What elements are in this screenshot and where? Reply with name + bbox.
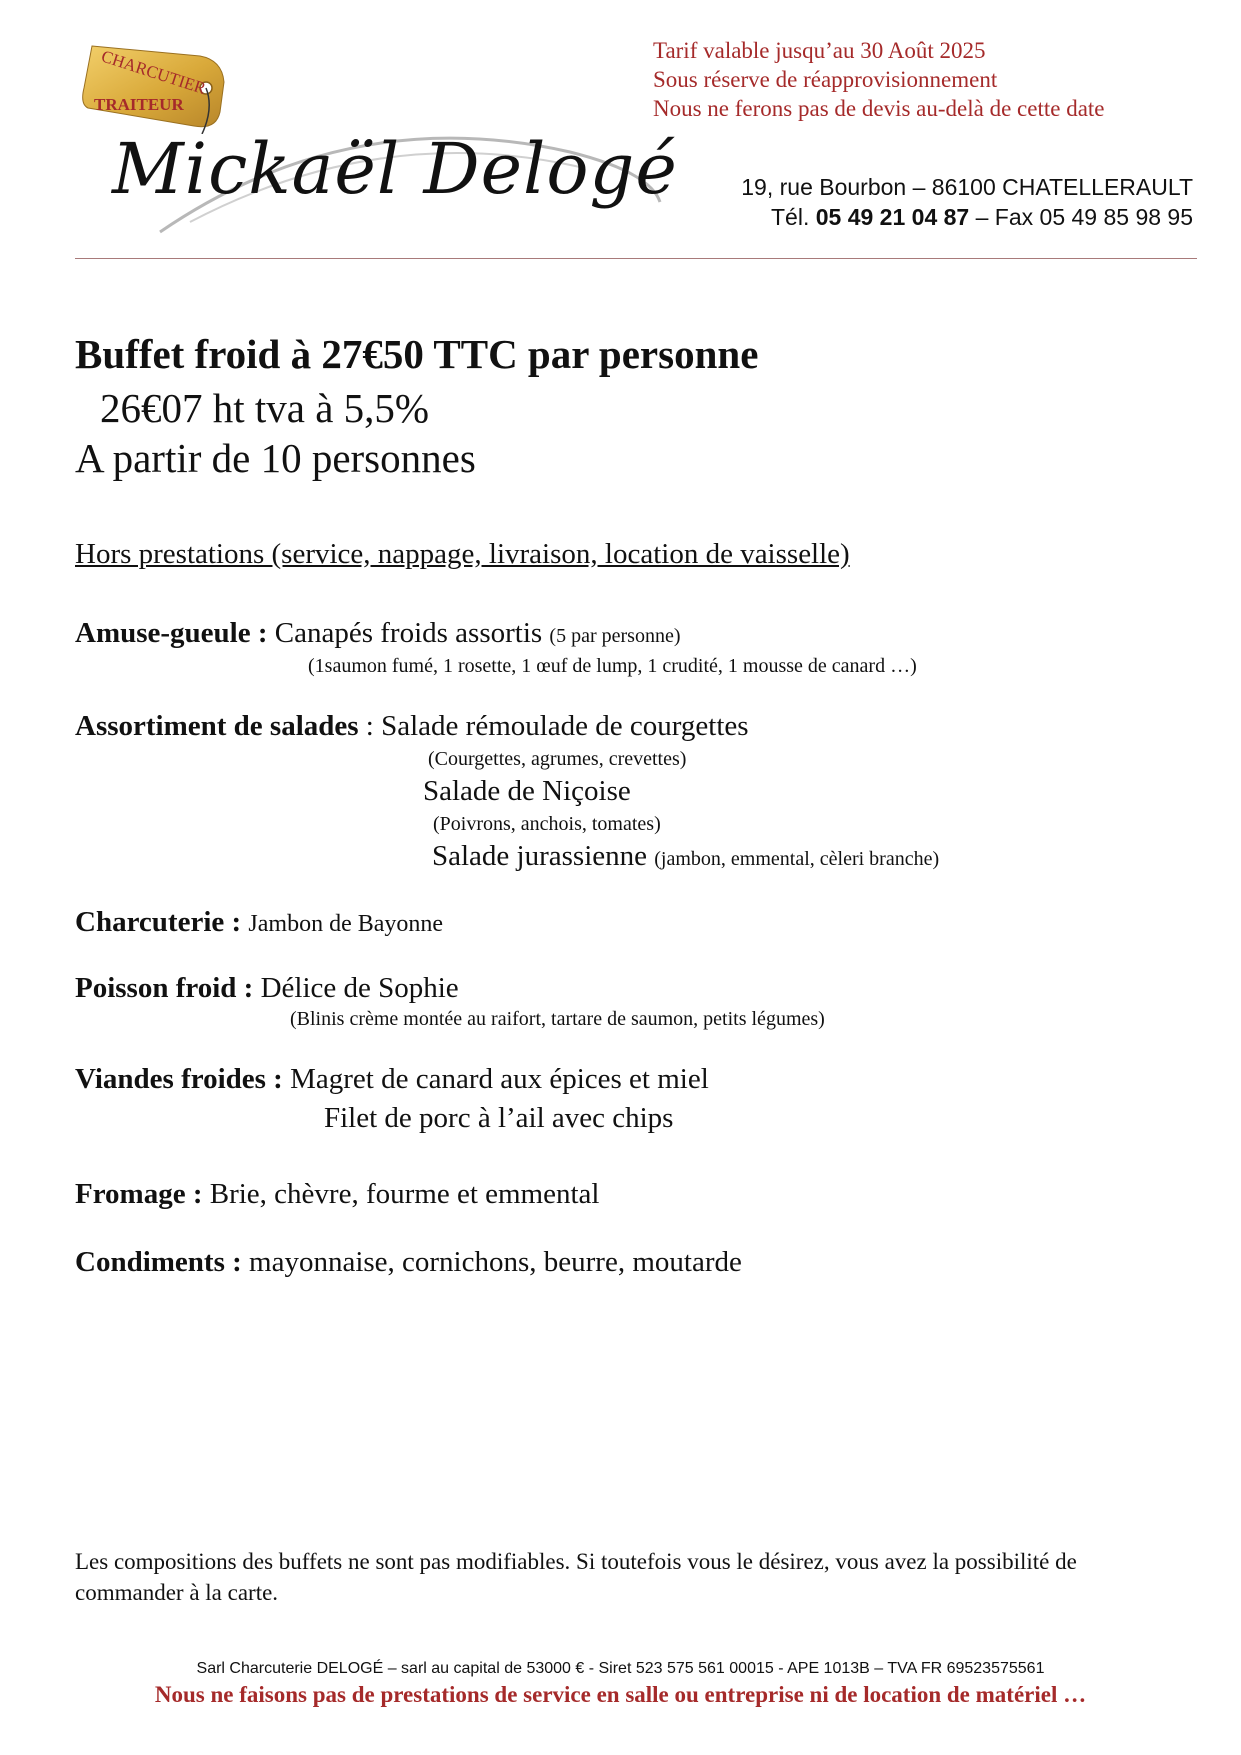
no-service-notice: Nous ne faisons pas de prestations de service en salle ou entreprise ni de location de matériel … <box>154 1682 1087 1707</box>
tag-line2: TRAITEUR <box>94 95 184 114</box>
menu-item: Délice de Sophie <box>260 972 459 1004</box>
address: 19, rue Bourbon – 86100 CHATELLERAULT <box>741 174 1193 200</box>
tag-line1: CHARCUTIER <box>98 46 209 99</box>
menu-detail: (Poivrons, anchois, tomates) <box>433 813 661 835</box>
menu-detail: (Courgettes, agrumes, crevettes) <box>428 748 687 770</box>
menu-item: Salade jurassienne <box>432 840 648 872</box>
menu-item: Salade de Niçoise <box>423 775 631 807</box>
menu-item: Brie, chèvre, fourme et emmental <box>209 1178 600 1210</box>
min-people: A partir de 10 personnes <box>75 435 476 481</box>
section-sep: : <box>365 710 374 742</box>
menu-detail: (jambon, emmental, cèleri branche) <box>654 848 940 870</box>
exclusions-note: Hors prestations (service, nappage, livraison, location de vaisselle) <box>75 538 850 570</box>
menu-detail: (Blinis crème montée au raifort, tartare de saumon, petits légumes) <box>290 1008 825 1030</box>
logo-script-name: Mickaël Delogé <box>112 128 678 210</box>
menu-detail: (1saumon fumé, 1 rosette, 1 œuf de lump, 1 crudité, 1 mousse de canard …) <box>308 655 917 677</box>
section-label: Condiments : <box>75 1246 242 1278</box>
section-label: Viandes froides : <box>75 1063 283 1095</box>
composition-note: Les compositions des buffets ne sont pas modifiables. Si toutefois vous le désirez, vous avez la possibilité de commander à la carte. <box>75 1549 1077 1605</box>
section-label: Poisson froid : <box>75 972 254 1004</box>
contact-block <box>741 172 1193 232</box>
legal-mentions: Sarl Charcuterie DELOGÉ – sarl au capital de 53000 € - Siret 523 575 561 00015 - APE 1013B – TVA FR 69523575561 <box>196 1660 1045 1677</box>
notice-line: Nous ne ferons pas de devis au-delà de cette date <box>653 96 1105 121</box>
menu-item: Jambon de Bayonne <box>248 911 444 937</box>
price-ht: 26€07 ht tva à 5,5% <box>100 385 430 431</box>
menu-item: Canapés froids assortis <box>274 617 543 649</box>
fax-number: – Fax 05 49 85 98 95 <box>975 204 1193 230</box>
header-divider <box>75 258 1197 259</box>
menu-item: mayonnaise, cornichons, beurre, moutarde <box>249 1246 742 1278</box>
section-label: Amuse-gueule : <box>75 617 268 649</box>
menu-item: Magret de canard aux épices et miel <box>290 1063 709 1095</box>
tel-prefix: Tél. <box>771 204 810 230</box>
validity-notice <box>653 36 1105 123</box>
notice-line: Sous réserve de réapprovisionnement <box>653 67 998 92</box>
menu-item: Salade rémoulade de courgettes <box>381 710 749 742</box>
section-label: Charcuterie : <box>75 906 242 938</box>
menu-qty: (5 par personne) <box>549 625 681 647</box>
section-label: Assortiment de salades <box>75 710 359 742</box>
page-title: Buffet froid à 27€50 TTC par personne <box>75 331 759 377</box>
notice-line: Tarif valable jusqu’au 30 Août 2025 <box>653 38 986 63</box>
section-label: Fromage : <box>75 1178 203 1210</box>
tel-number: 05 49 21 04 87 <box>815 204 970 230</box>
phone-fax-line <box>741 202 1193 232</box>
menu-item: Filet de porc à l’ail avec chips <box>324 1102 674 1134</box>
